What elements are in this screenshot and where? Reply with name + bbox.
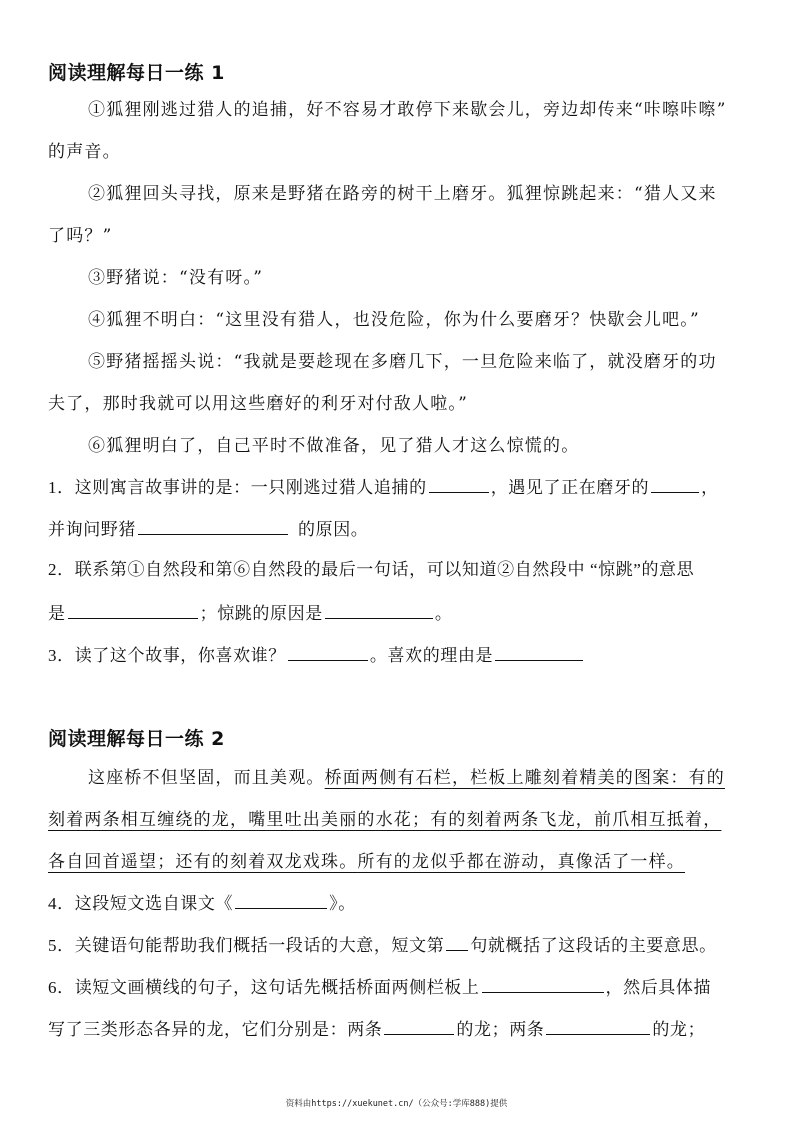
exercise-2-title: 阅读理解每日一练 2 [48, 728, 225, 750]
question-5-text-a: 5．关键语句能帮助我们概括一段话的大意，短文第 [48, 936, 445, 955]
question-3-text-b: 。喜欢的理由是 [369, 646, 494, 665]
question-6-text-a: 6．读短文画横线的句子，这句话先概括桥面两侧栏板上 [48, 978, 480, 997]
passage-2-plain-sentence: 这座桥不但坚固，而且美观。 [88, 768, 325, 788]
question-1-text-e: 的原因。 [298, 520, 369, 539]
answer-blank-3b[interactable] [495, 642, 583, 661]
question-2-line-1: 2．联系第①自然段和第⑥自然段的最后一句话，可以知道②自然段中 “惊跳”的意思 [48, 560, 695, 579]
passage-1-line-4: 了吗？” [48, 226, 113, 246]
question-5-line-1 [48, 932, 717, 958]
question-1-text-b: ，遇见了正在磨牙的 [490, 478, 650, 497]
question-6-text-c: 写了三类形态各异的龙，它们分别是：两条 [48, 1020, 383, 1039]
answer-blank-4a[interactable] [235, 890, 327, 909]
question-1-line-1 [48, 474, 719, 500]
answer-blank-6a[interactable] [482, 974, 604, 993]
passage-1-line-8: 夫了，那时我就可以用这些磨好的利牙对付敌人啦。” [48, 394, 468, 414]
page-footer-source: 资料由https://xuekunet.cn/（公众号:学库888)提供 [285, 1099, 508, 1109]
question-6-line-1 [48, 974, 711, 1000]
question-5-text-b: 句就概括了这段话的主要意思。 [470, 936, 717, 955]
answer-blank-2b[interactable] [325, 600, 433, 619]
passage-1-line-6: ④狐狸不明白：“这里没有猎人，也没危险，你为什么要磨牙？快歇会儿吧。” [88, 310, 700, 330]
answer-blank-1a[interactable] [429, 474, 489, 493]
question-3-text-a: 3．读了这个故事，你喜欢谁？ [48, 646, 286, 665]
question-2-text-d: 。 [434, 604, 453, 623]
passage-1-line-2: 的声音。 [48, 142, 121, 162]
underlined-sentence-part-3: 各自回首遥望；还有的刻着双龙戏珠。 [48, 852, 358, 872]
question-6-text-e: 的龙； [652, 1020, 706, 1039]
question-6-text-b: ，然后具体描 [605, 978, 712, 997]
answer-blank-2a[interactable] [68, 600, 198, 619]
passage-2-line-2 [48, 808, 721, 832]
answer-blank-6b[interactable] [384, 1016, 454, 1035]
question-2-text-c: ；惊跳的原因是 [199, 604, 323, 623]
question-4-text-b: 》。 [329, 894, 356, 913]
passage-1-line-5: ③野猪说：“没有呀。” [88, 268, 264, 288]
passage-1-line-7: ⑤野猪摇摇头说：“我就是要趁现在多磨几下，一旦危险来临了，就没磨牙的功 [88, 352, 717, 372]
question-4-text-a: 4．这段短文选自课文《 [48, 894, 234, 913]
question-2-text-b: 是 [48, 604, 66, 623]
passage-1-line-9: ⑥狐狸明白了，自己平时不做准备，见了猎人才这么惊慌的。 [88, 436, 580, 456]
passage-1-line-1: ①狐狸刚逃过猎人的追捕，好不容易才敢停下来歇会儿，旁边却传来“咔嚓咔嚓” [88, 100, 727, 120]
exercise-1-title: 阅读理解每日一练 1 [48, 62, 225, 84]
underlined-sentence-part-4: 所有的龙似乎都在游动，真像活了一样。 [357, 852, 686, 872]
question-2-line-2 [48, 600, 452, 626]
question-6-text-d: 的龙；两条 [456, 1020, 545, 1039]
answer-blank-6c[interactable] [546, 1016, 650, 1035]
underlined-sentence-part-1: 桥面两侧有石栏，栏板上雕刻着精美的图案：有的 [324, 768, 726, 788]
question-1-line-2 [48, 516, 368, 542]
question-4-line-1 [48, 890, 356, 916]
answer-blank-1c[interactable] [138, 516, 288, 535]
answer-blank-1b[interactable] [651, 474, 699, 493]
passage-1-line-3: ②狐狸回头寻找，原来是野猪在路旁的树干上磨牙。狐狸惊跳起来：“猎人又来 [88, 184, 717, 204]
answer-blank-5a[interactable] [446, 932, 468, 951]
passage-2-line-3 [48, 850, 685, 874]
question-6-line-2 [48, 1016, 705, 1042]
underlined-sentence-part-2: 刻着两条相互缠绕的龙，嘴里吐出美丽的水花；有的刻着两条飞龙，前爪相互抵着， [48, 810, 722, 830]
question-1-text-c: ， [701, 478, 719, 497]
answer-blank-3a[interactable] [288, 642, 368, 661]
question-1-text-d: 并询问野猪 [48, 520, 136, 539]
question-3-line-1 [48, 642, 585, 668]
question-1-text-a: 1．这则寓言故事讲的是：一只刚逃过猎人追捕的 [48, 478, 427, 497]
passage-2-line-1 [88, 766, 725, 790]
